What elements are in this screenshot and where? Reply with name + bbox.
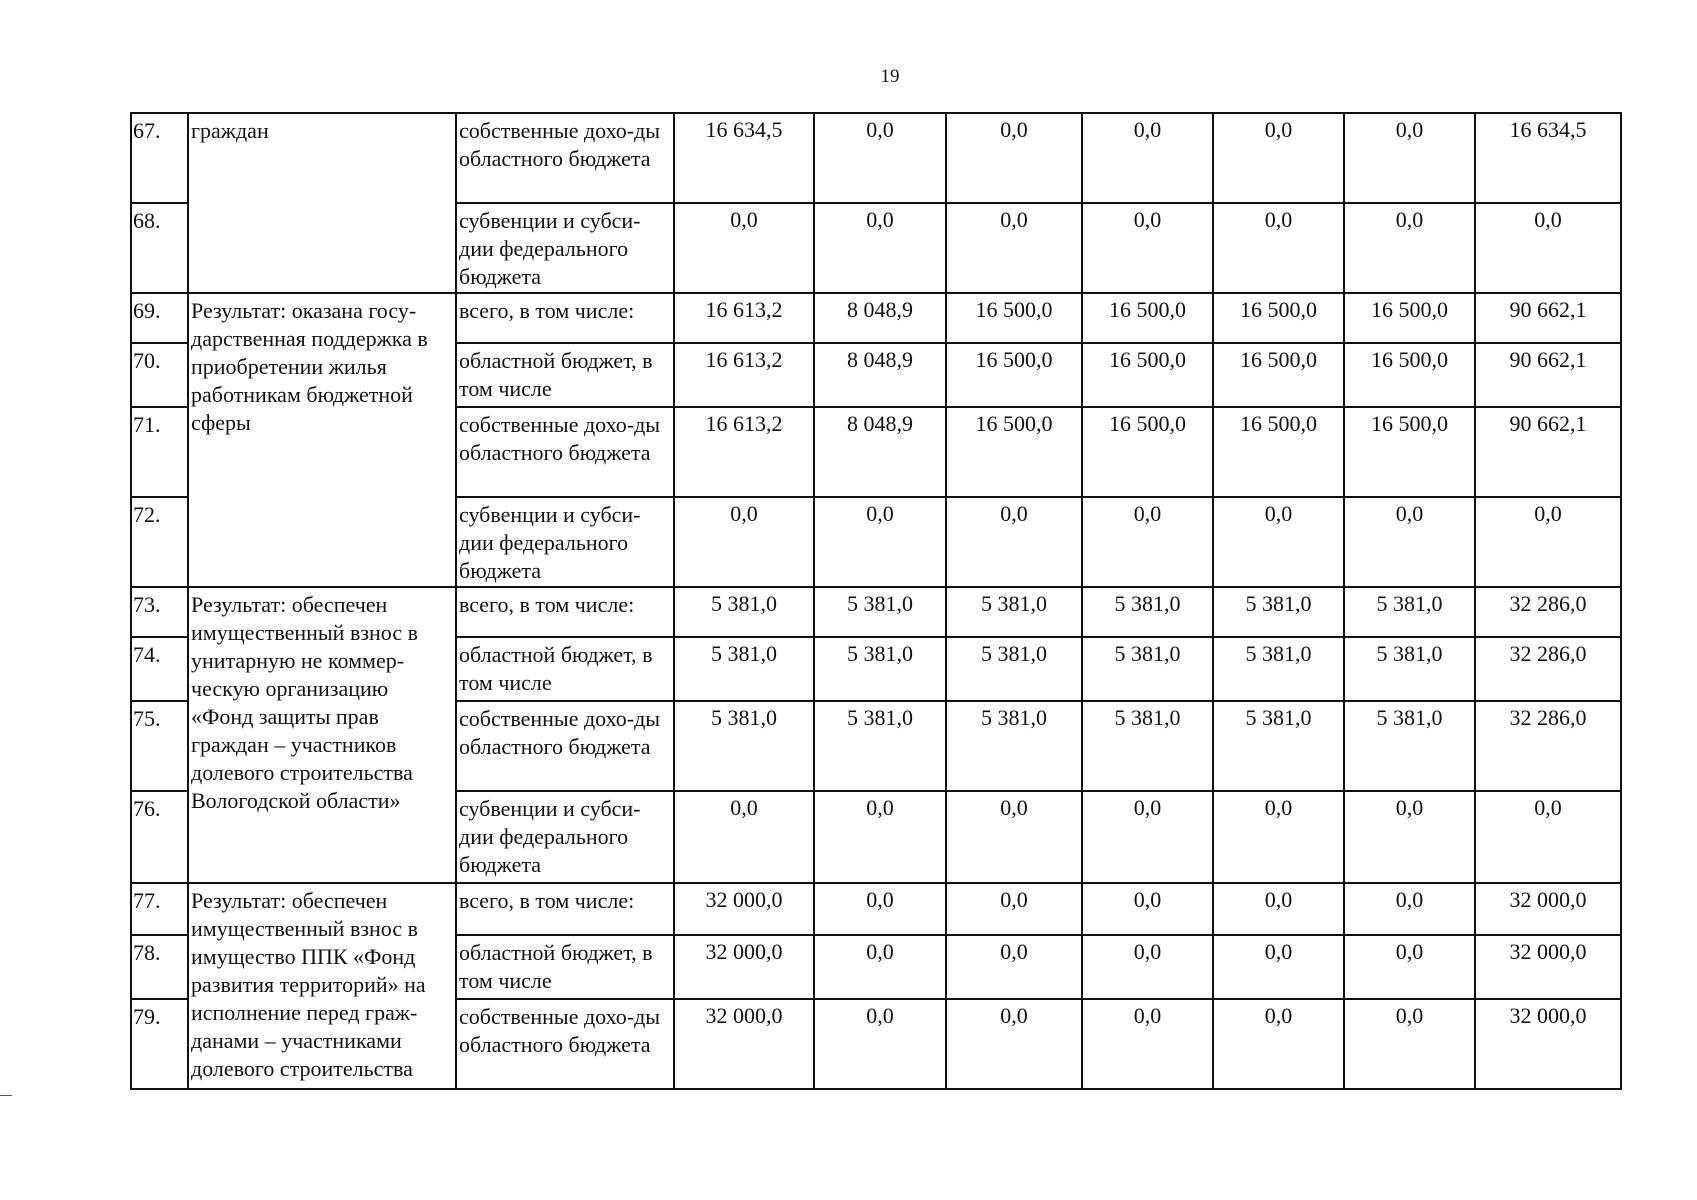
year-value: 16 500,0 — [1213, 407, 1344, 497]
year-value: 0,0 — [1344, 999, 1475, 1089]
row-number: 79. — [131, 999, 188, 1089]
table-row — [131, 587, 1621, 637]
year-value: 5 381,0 — [814, 637, 946, 701]
year-value: 8 048,9 — [814, 293, 946, 343]
year-value: 0,0 — [1082, 113, 1213, 203]
year-value: 0,0 — [1213, 203, 1344, 293]
year-value: 0,0 — [814, 203, 946, 293]
year-value: 0,0 — [1344, 791, 1475, 883]
funding-source: собственные дохо-ды областного бюджета — [456, 999, 674, 1089]
year-value: 16 500,0 — [1082, 293, 1213, 343]
funding-source: всего, в том числе: — [456, 293, 674, 343]
year-value: 16 500,0 — [1082, 407, 1213, 497]
year-value: 5 381,0 — [674, 637, 814, 701]
year-value: 5 381,0 — [1344, 637, 1475, 701]
year-value: 0,0 — [1082, 935, 1213, 999]
funding-source: областной бюджет, в том числе — [456, 637, 674, 701]
row-number: 77. — [131, 883, 188, 935]
year-value: 5 381,0 — [1082, 701, 1213, 791]
year-value: 5 381,0 — [946, 587, 1082, 637]
year-value: 0,0 — [674, 497, 814, 587]
funding-source: собственные дохо-ды областного бюджета — [456, 701, 674, 791]
year-value: 0,0 — [1344, 883, 1475, 935]
total-value: 32 286,0 — [1475, 637, 1621, 701]
funding-source: всего, в том числе: — [456, 883, 674, 935]
total-value: 32 286,0 — [1475, 701, 1621, 791]
year-value: 0,0 — [1213, 497, 1344, 587]
total-value: 90 662,1 — [1475, 407, 1621, 497]
year-value: 0,0 — [814, 935, 946, 999]
year-value: 32 000,0 — [674, 883, 814, 935]
table-body — [131, 113, 1621, 1089]
year-value: 5 381,0 — [1344, 701, 1475, 791]
year-value: 0,0 — [674, 203, 814, 293]
year-value: 5 381,0 — [1213, 701, 1344, 791]
table-row — [131, 883, 1621, 935]
year-value: 0,0 — [1082, 203, 1213, 293]
row-number: 71. — [131, 407, 188, 497]
total-value: 32 000,0 — [1475, 883, 1621, 935]
funding-source: областной бюджет, в том числе — [456, 343, 674, 407]
year-value: 16 500,0 — [1344, 293, 1475, 343]
funding-source: областной бюджет, в том числе — [456, 935, 674, 999]
year-value: 32 000,0 — [674, 999, 814, 1089]
year-value: 0,0 — [1213, 999, 1344, 1089]
funding-source: субвенции и субси-дии федерального бюджета — [456, 791, 674, 883]
year-value: 5 381,0 — [946, 637, 1082, 701]
row-number: 70. — [131, 343, 188, 407]
row-number: 67. — [131, 113, 188, 203]
result-description: Результат: обеспечен имущественный взнос в унитарную не коммер-ческую организацию «Фонд защиты прав граждан – участников долевого строительства Вологодской области» — [188, 587, 456, 883]
total-value: 90 662,1 — [1475, 293, 1621, 343]
year-value: 16 500,0 — [1344, 407, 1475, 497]
year-value: 0,0 — [1082, 999, 1213, 1089]
year-value: 0,0 — [674, 791, 814, 883]
year-value: 0,0 — [1344, 203, 1475, 293]
year-value: 0,0 — [814, 113, 946, 203]
year-value: 16 613,2 — [674, 293, 814, 343]
funding-source: субвенции и субси-дии федерального бюджета — [456, 497, 674, 587]
budget-table — [130, 112, 1622, 1090]
row-number: 74. — [131, 637, 188, 701]
row-number: 76. — [131, 791, 188, 883]
year-value: 0,0 — [946, 883, 1082, 935]
year-value: 5 381,0 — [814, 587, 946, 637]
year-value: 0,0 — [1213, 935, 1344, 999]
year-value: 5 381,0 — [1213, 587, 1344, 637]
year-value: 0,0 — [814, 999, 946, 1089]
year-value: 16 613,2 — [674, 343, 814, 407]
total-value: 0,0 — [1475, 497, 1621, 587]
year-value: 32 000,0 — [674, 935, 814, 999]
year-value: 0,0 — [1082, 791, 1213, 883]
year-value: 0,0 — [1213, 883, 1344, 935]
year-value: 5 381,0 — [946, 701, 1082, 791]
result-description: граждан — [188, 113, 456, 293]
funding-source: всего, в том числе: — [456, 587, 674, 637]
total-value: 90 662,1 — [1475, 343, 1621, 407]
total-value: 0,0 — [1475, 203, 1621, 293]
year-value: 5 381,0 — [1082, 587, 1213, 637]
year-value: 16 500,0 — [1213, 293, 1344, 343]
year-value: 0,0 — [1213, 113, 1344, 203]
total-value: 32 000,0 — [1475, 999, 1621, 1089]
funding-source: субвенции и субси-дии федерального бюджета — [456, 203, 674, 293]
year-value: 16 500,0 — [946, 293, 1082, 343]
year-value: 16 500,0 — [946, 407, 1082, 497]
year-value: 0,0 — [1344, 497, 1475, 587]
total-value: 32 286,0 — [1475, 587, 1621, 637]
year-value: 5 381,0 — [814, 701, 946, 791]
margin-mark — [0, 1095, 12, 1096]
result-description: Результат: обеспечен имущественный взнос в имущество ППК «Фонд развития территорий» на исполнение перед граж-данами – участниками долевого строительства — [188, 883, 456, 1089]
row-number: 73. — [131, 587, 188, 637]
row-number: 75. — [131, 701, 188, 791]
year-value: 0,0 — [1082, 497, 1213, 587]
result-description: Результат: оказана госу-дарственная поддержка в приобретении жилья работникам бюджетной сферы — [188, 293, 456, 587]
year-value: 16 500,0 — [1213, 343, 1344, 407]
year-value: 16 613,2 — [674, 407, 814, 497]
row-number: 69. — [131, 293, 188, 343]
year-value: 5 381,0 — [674, 587, 814, 637]
page-number: 19 — [880, 66, 900, 87]
row-number: 72. — [131, 497, 188, 587]
year-value: 0,0 — [946, 113, 1082, 203]
year-value: 16 500,0 — [1082, 343, 1213, 407]
year-value: 5 381,0 — [674, 701, 814, 791]
year-value: 0,0 — [946, 935, 1082, 999]
year-value: 0,0 — [1344, 113, 1475, 203]
year-value: 0,0 — [814, 497, 946, 587]
year-value: 5 381,0 — [1082, 637, 1213, 701]
year-value: 0,0 — [1213, 791, 1344, 883]
year-value: 8 048,9 — [814, 343, 946, 407]
year-value: 16 500,0 — [1344, 343, 1475, 407]
year-value: 0,0 — [946, 203, 1082, 293]
row-number: 78. — [131, 935, 188, 999]
year-value: 0,0 — [1082, 883, 1213, 935]
year-value: 16 500,0 — [946, 343, 1082, 407]
year-value: 0,0 — [946, 999, 1082, 1089]
total-value: 32 000,0 — [1475, 935, 1621, 999]
year-value: 0,0 — [946, 791, 1082, 883]
year-value: 16 634,5 — [674, 113, 814, 203]
year-value: 5 381,0 — [1344, 587, 1475, 637]
year-value: 8 048,9 — [814, 407, 946, 497]
table-row — [131, 293, 1621, 343]
year-value: 5 381,0 — [1213, 637, 1344, 701]
funding-source: собственные дохо-ды областного бюджета — [456, 113, 674, 203]
row-number: 68. — [131, 203, 188, 293]
funding-source: собственные дохо-ды областного бюджета — [456, 407, 674, 497]
total-value: 16 634,5 — [1475, 113, 1621, 203]
table-row — [131, 113, 1621, 203]
year-value: 0,0 — [946, 497, 1082, 587]
total-value: 0,0 — [1475, 791, 1621, 883]
year-value: 0,0 — [814, 791, 946, 883]
year-value: 0,0 — [814, 883, 946, 935]
year-value: 0,0 — [1344, 935, 1475, 999]
